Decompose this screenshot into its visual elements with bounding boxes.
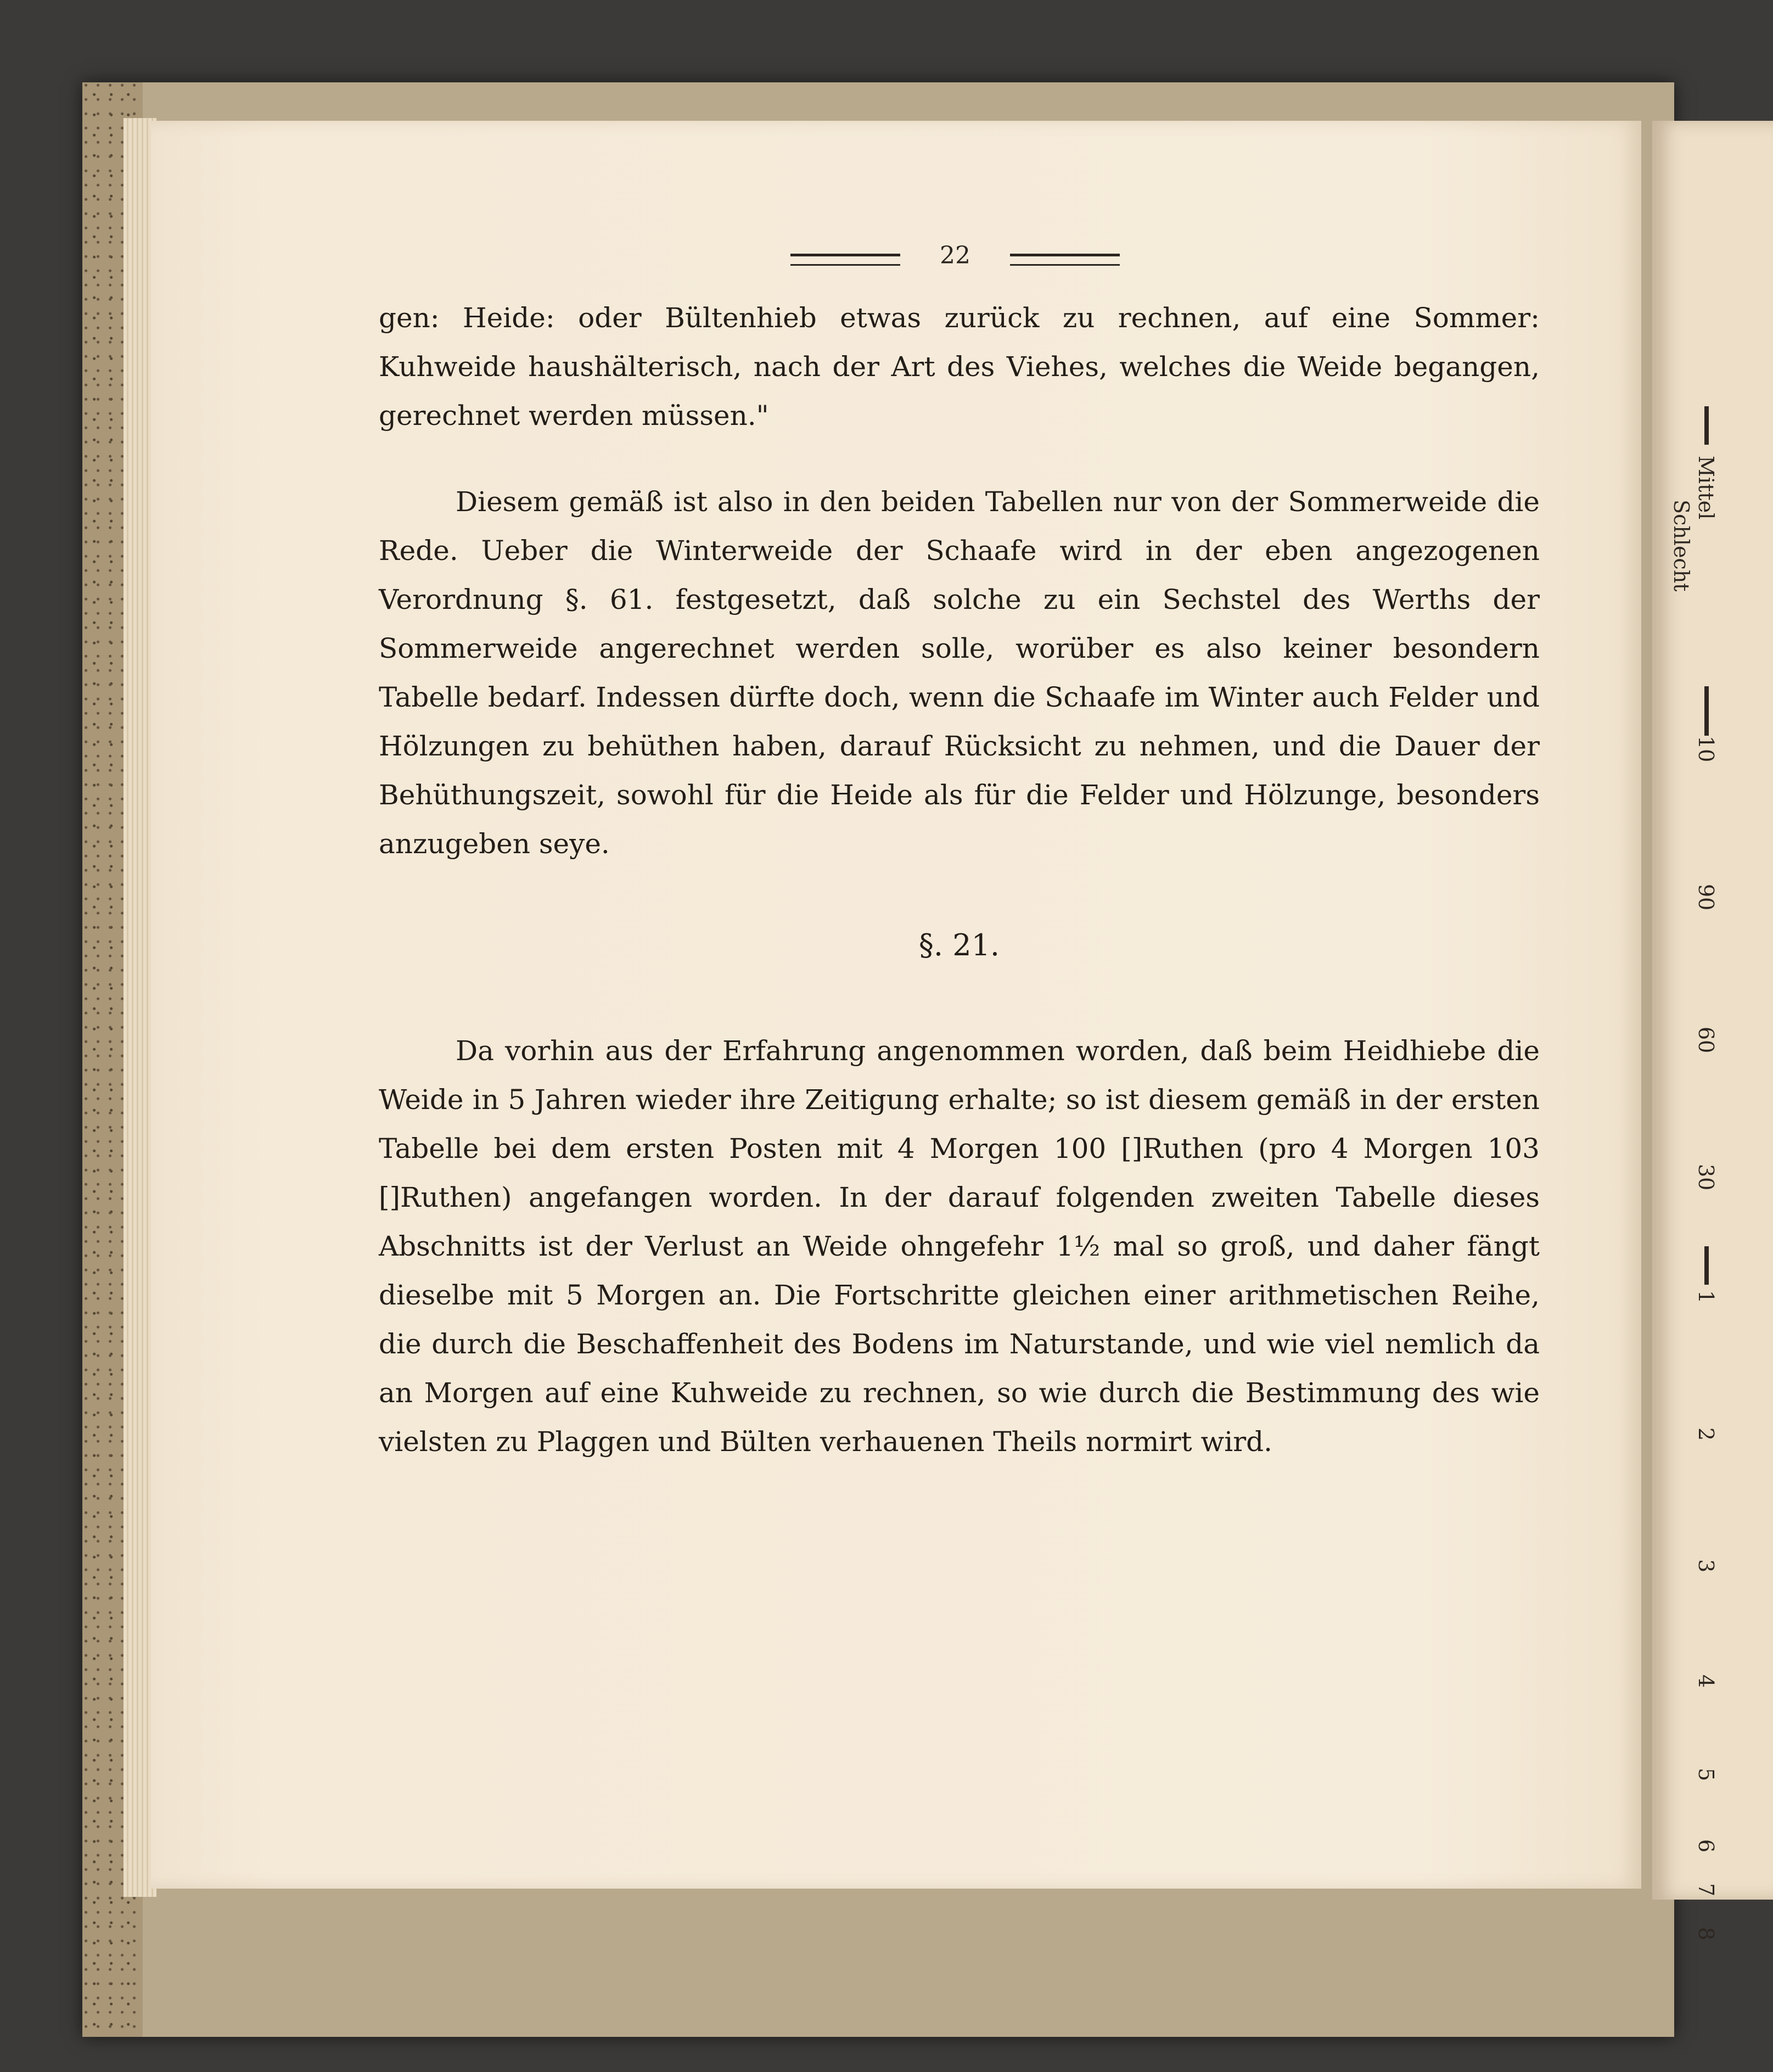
next-page-fragment: 6 xyxy=(1694,1839,1718,1853)
paragraph-2 xyxy=(379,1027,1540,1466)
next-page-fragment: 2 xyxy=(1694,1427,1718,1441)
paragraph-text: Diesem gemäß ist also in den beiden Tabellen nur von der Sommerweide die Rede. Ueber die Winterweide der Schaafe wird in der eben angezogenen Verordnung §. 61. festgesetzt, daß solche zu ein Sechstel des Werths der Sommerweide angerechnet werden solle, worüber es also keiner besondern Tabelle bedarf. Indessen dürfte doch, wenn die Schaafe im Winter auch Felder und Hölzungen zu behüthen haben, darauf Rücksicht zu nehmen, und die Dauer der Behüthungszeit, sowohl für die Heide als für die Felder und Hölzunge, besonders anzugeben seye. xyxy=(379,486,1540,860)
next-page-fragment: Schlecht xyxy=(1669,500,1693,592)
table-rule xyxy=(1704,1246,1709,1285)
page-number: 22 xyxy=(940,242,970,270)
next-page-edge xyxy=(1652,121,1773,1941)
next-page-fragment: 60 xyxy=(1694,1027,1718,1054)
next-page-fragment: 90 xyxy=(1694,884,1718,911)
next-page-fragment: 8 xyxy=(1694,1927,1718,1941)
next-page-fragment: 7 xyxy=(1694,1883,1718,1897)
page-header xyxy=(790,242,1120,275)
paragraph-text: gen: Heide: oder Bültenhieb etwas zurück zu rechnen, auf eine Sommer: Kuhweide haushälterisch, nach der Art des Viehes, welches die Weide begangen, gerechnet werden müssen." xyxy=(379,302,1540,432)
header-rule-left xyxy=(790,254,900,266)
next-page-fragment: 4 xyxy=(1694,1675,1718,1688)
next-page-fragment: 10 xyxy=(1694,736,1718,763)
paragraph-text: Da vorhin aus der Erfahrung angenommen worden, daß beim Heidhiebe die Weide in 5 Jahren wieder ihre Zeitigung erhalte; so ist diesem gemäß in der ersten Tabelle bei dem ersten Posten mit 4 Morgen 100 []Ruthen (pro 4 Morgen 103 []Ruthen) angefangen worden. In der darauf folgenden zweiten Tabelle dieses Abschnitts ist der Verlust an Weide ohngefehr 1½ mal so groß, und daher fängt dieselbe mit 5 Morgen an. Die Fortschritte gleichen einer arithmetischen Reihe, die durch die Beschaffenheit des Bodens im Naturstande, und wie viel nemlich da an Morgen auf eine Kuhweide zu rechnen, so wie durch die Bestimmung des wie vielsten zu Plaggen und Bülten verhauenen Theils normirt wird. xyxy=(379,1035,1540,1458)
next-page-fragment: 3 xyxy=(1694,1559,1718,1573)
next-page-fragment: 30 xyxy=(1694,1164,1718,1191)
next-page-fragment: Mittel xyxy=(1694,456,1718,520)
continuation-paragraph xyxy=(379,294,1540,440)
section-heading: §. 21. xyxy=(918,928,1000,962)
next-page-fragment: 1 xyxy=(1694,1290,1718,1304)
paragraph-1 xyxy=(379,478,1540,869)
header-rule-right xyxy=(1010,254,1120,266)
table-rule xyxy=(1704,406,1709,445)
table-rule xyxy=(1704,686,1709,736)
next-page-fragment: 5 xyxy=(1694,1768,1718,1782)
